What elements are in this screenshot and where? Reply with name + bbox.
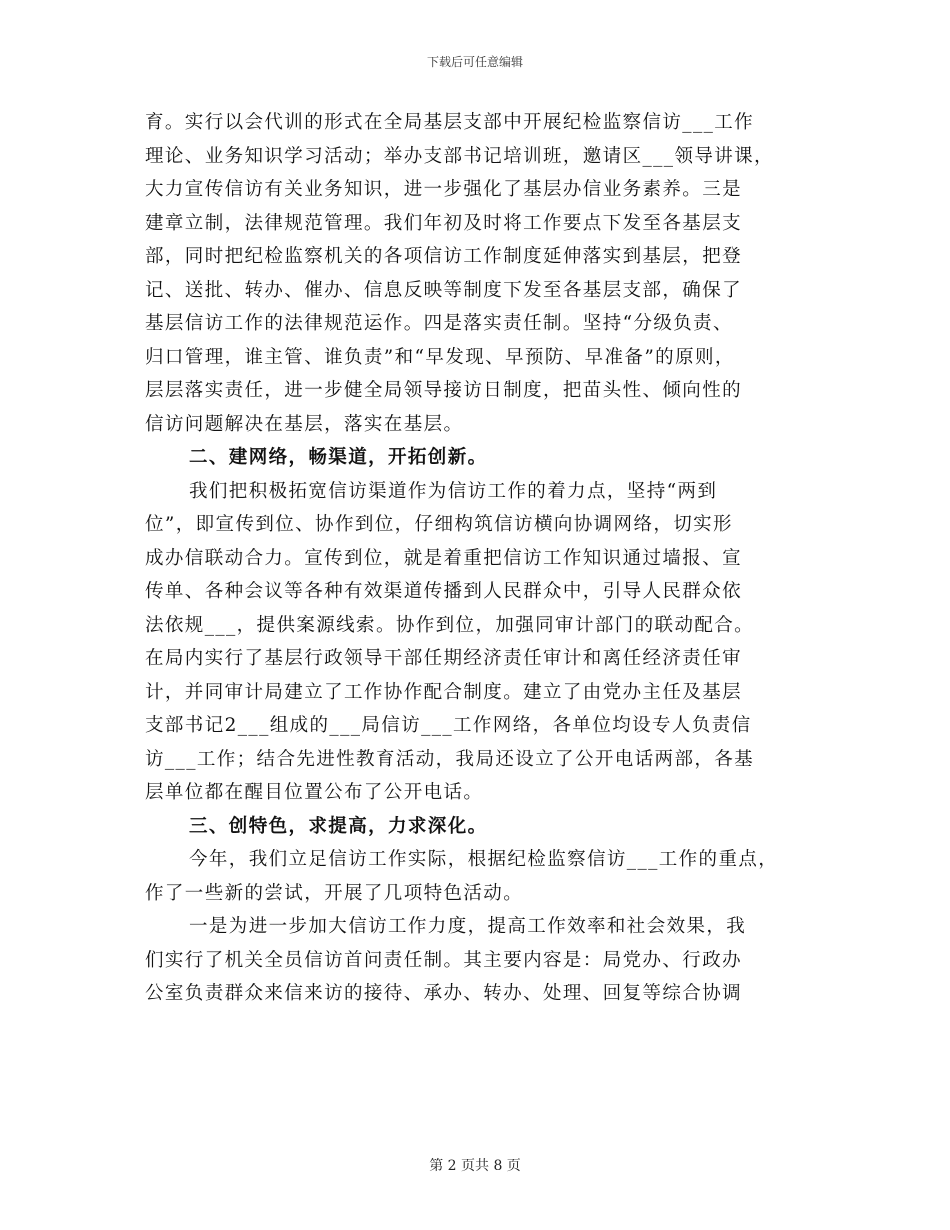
section-heading: 三、创特色，求提高，力求深化。 bbox=[189, 815, 488, 837]
paragraph-line: 法依规___，提供案源线索。协作到位，加强同审计部门的联动配合。 bbox=[145, 614, 755, 636]
paragraph-line: 记、送批、转办、催办、信息反映等制度下发至各基层支部，确保了 bbox=[145, 279, 743, 301]
paragraph-line: 一是为进一步加大信访工作力度，提高工作效率和社会效果，我 bbox=[189, 916, 747, 937]
paragraph-line: 位”，即宣传到位、协作到位，仔细构筑信访横向协调网络，切实形 bbox=[145, 514, 733, 535]
paragraph-line: 信访问题解决在基层，落实在基层。 bbox=[145, 413, 464, 435]
paragraph-line: 部，同时把纪检监察机关的各项信访工作制度延伸落实到基层，把登 bbox=[145, 246, 743, 267]
paragraph-line: 成办信联动合力。宣传到位，就是着重把信访工作知识通过墙报、宣 bbox=[145, 547, 743, 569]
paragraph-line: 层单位都在醒目位置公布了公开电话。 bbox=[145, 782, 484, 803]
paragraph-line: 归口管理，谁主管、谁负责”和“早发现、早预防、早准备”的原则， bbox=[145, 346, 735, 368]
paragraph-line: 建章立制，法律规范管理。我们年初及时将工作要点下发至各基层支 bbox=[145, 212, 743, 234]
paragraph-line: 层层落实责任，进一步健全局领导接访日制度，把苗头性、倾向性的 bbox=[145, 380, 743, 401]
paragraph-line: 基层信访工作的法律规范运作。四是落实责任制。坚持“分级负责、 bbox=[145, 313, 733, 334]
paragraph-line: 公室负责群众来信来访的接待、承办、转办、处理、回复等综合协调 bbox=[145, 983, 743, 1004]
document-body bbox=[145, 106, 810, 1011]
page-header: 下载后可任意编辑 bbox=[426, 55, 523, 69]
paragraph-line: 作了一些新的尝试，开展了几项特色活动。 bbox=[145, 882, 524, 904]
paragraph-line: 计，并同审计局建立了工作协作配合制度。建立了由党办主任及基层 bbox=[145, 681, 743, 703]
section-heading: 二、建网络，畅渠道，开拓创新。 bbox=[189, 447, 488, 468]
paragraph-line: 大力宣传信访有关业务知识，进一步强化了基层办信业务素养。三是 bbox=[145, 179, 743, 200]
paragraph-line: 在局内实行了基层行政领导干部任期经济责任审计和离任经济责任审 bbox=[145, 648, 743, 669]
paragraph-line: 我们把积极拓宽信访渠道作为信访工作的着力点，坚持“两到 bbox=[189, 480, 718, 502]
paragraph-line: 传单、各种会议等各种有效渠道传播到人民群众中，引导人民群众依 bbox=[145, 581, 743, 602]
paragraph-line: 支部书记2___组成的___局信访___工作网络，各单位均设专人负责信 bbox=[145, 715, 752, 736]
paragraph-line: 理论、业务知识学习活动；举办支部书记培训班，邀请区___领导讲课， bbox=[145, 145, 774, 167]
paragraph-line: 今年，我们立足信访工作实际，根据纪检监察信访___工作的重点， bbox=[189, 849, 779, 870]
paragraph-line: 们实行了机关全员信访首问责任制。其主要内容是：局党办、行政办 bbox=[145, 949, 743, 971]
paragraph-line: 育。实行以会代训的形式在全局基层支部中开展纪检监察信访___工作 bbox=[145, 112, 755, 133]
page-footer: 第 2 页共 8 页 bbox=[429, 1158, 521, 1174]
paragraph-line: 访___工作；结合先进性教育活动，我局还设立了公开电话两部，各基 bbox=[145, 748, 755, 770]
